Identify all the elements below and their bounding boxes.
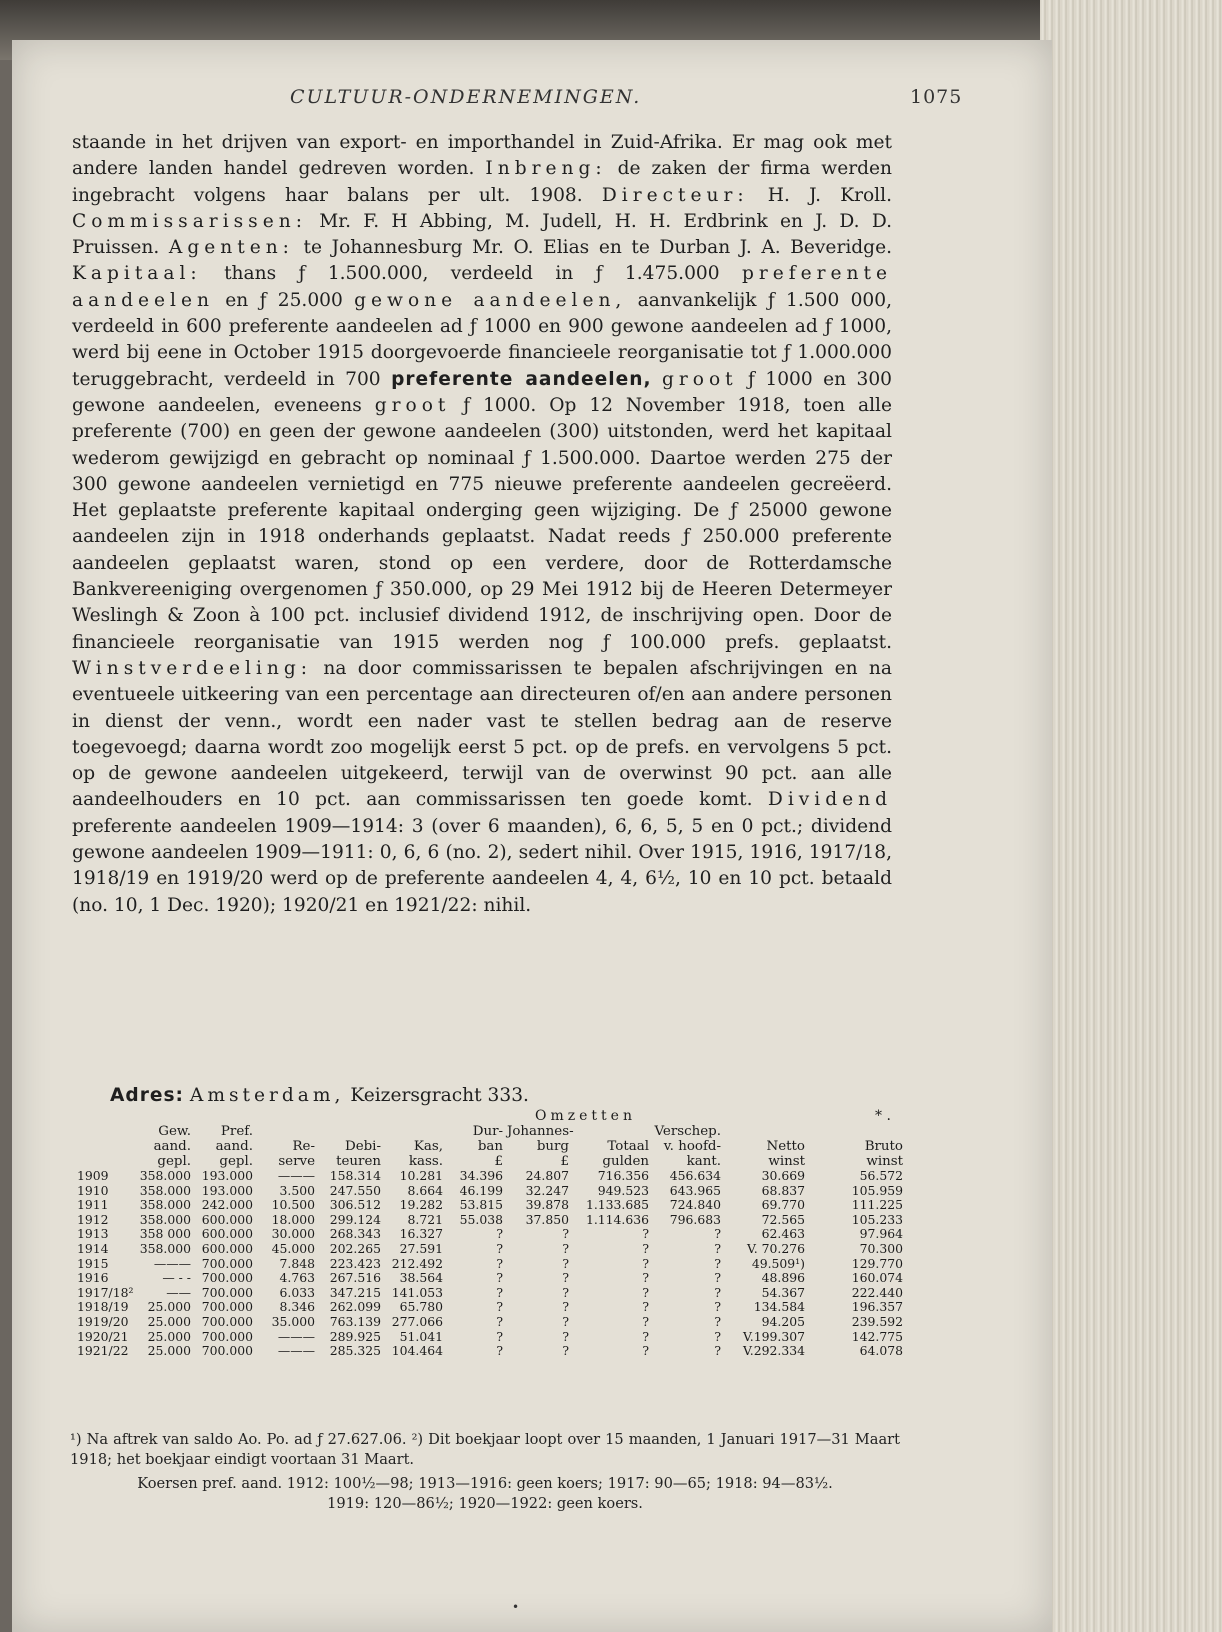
- table-cell: 8.664: [407, 1182, 443, 1198]
- year-cell: 1910: [77, 1182, 109, 1198]
- table-cell: 196.357: [851, 1299, 903, 1315]
- table-header-cell: £: [494, 1154, 503, 1169]
- table-cell: V.292.334: [743, 1343, 805, 1359]
- table-cell: ?: [714, 1284, 721, 1300]
- table-cell: 700.000: [201, 1255, 253, 1271]
- table-cell: 8.346: [279, 1299, 315, 1315]
- table-header-cell: serve: [278, 1154, 315, 1169]
- table-header-cell: [75, 1124, 133, 1139]
- table-header-cell: gulden: [602, 1154, 649, 1169]
- table-header-row: [75, 1139, 905, 1154]
- table-cell: 142.775: [851, 1328, 903, 1344]
- book-page-edges: [1040, 0, 1222, 1632]
- table-cell: 45.000: [271, 1240, 315, 1256]
- year-cell: 1915: [77, 1255, 109, 1271]
- page-number: 1075: [910, 86, 963, 108]
- table-cell: 53.815: [459, 1197, 503, 1213]
- koersen-line: 1919: 120—86½; 1920—1922: geen koers.: [327, 1495, 643, 1512]
- table-cell: 72.565: [761, 1211, 805, 1227]
- text-run: de zaken der firma werden ingebracht volgens haar balans per ult. 1908.: [72, 158, 892, 206]
- running-title: CULTUUR-ONDERNEMINGEN.: [290, 86, 642, 108]
- table-cell: 104.464: [391, 1343, 443, 1359]
- table-cell: ?: [562, 1328, 569, 1344]
- table-cell: 193.000: [201, 1182, 253, 1198]
- table-cell: 456.634: [669, 1168, 721, 1183]
- table-header-cell: Dur-: [472, 1124, 503, 1139]
- table-cell: 134.584: [753, 1299, 805, 1315]
- table-cell: 7.848: [279, 1255, 315, 1271]
- table-cell: 48.896: [761, 1270, 805, 1286]
- table-cell: 24.807: [525, 1168, 569, 1183]
- table-header-cell: [317, 1124, 383, 1139]
- table-row: [75, 1286, 905, 1301]
- text-run: ƒ 1000 en 300 gewone aandeelen, eveneens: [72, 368, 892, 416]
- table-header-cell: kant.: [686, 1154, 721, 1169]
- table-cell: 129.770: [851, 1255, 903, 1271]
- running-header: [0, 86, 1040, 116]
- data-table: [75, 1124, 905, 1359]
- year-cell: 1918/19: [77, 1299, 129, 1315]
- table-header-cell: gepl.: [219, 1154, 253, 1169]
- table-cell: 18.000: [271, 1211, 315, 1227]
- year-cell: 1912: [77, 1211, 109, 1227]
- table-cell: 37.850: [525, 1211, 569, 1227]
- printer-mark: •: [512, 1600, 520, 1614]
- table-cell: ?: [642, 1284, 649, 1300]
- text-run: aanvankelijk ƒ 1.500 000, verdeeld in 600 preferente aandeelen ad ƒ 1000 en 900 gewone aandeelen ad ƒ 1000, werd bij eene in October 1915 doorgevoerde financieele reorganisatie tot ƒ 1.000.000 teruggebracht, verdeeld in 700: [72, 289, 892, 390]
- table-cell: ?: [642, 1299, 649, 1315]
- table-cell: ?: [562, 1284, 569, 1300]
- table-row: [75, 1169, 905, 1184]
- text-run: en ƒ 25.000: [213, 289, 355, 311]
- table-cell: 34.396: [459, 1168, 503, 1183]
- table-row: [75, 1242, 905, 1257]
- body-paragraph: [72, 130, 892, 919]
- address-line: [110, 1085, 529, 1106]
- table-cell: 6.033: [279, 1284, 315, 1300]
- table-cell: 358.000: [139, 1211, 191, 1227]
- year-cell: 1911: [77, 1197, 109, 1213]
- koersen-line: Koersen pref. aand. 1912: 100½—98; 1913—1916: geen koers; 1917: 90—65; 1918: 94—83½.: [137, 1475, 833, 1492]
- table-cell: 643.965: [669, 1182, 721, 1198]
- table-cell: 105.233: [851, 1211, 903, 1227]
- table-header-cell: £: [560, 1154, 569, 1169]
- table-cell: 1.114.636: [585, 1211, 649, 1227]
- table-cell: 268.343: [329, 1226, 381, 1242]
- table-row: [75, 1315, 905, 1330]
- table-cell: 700.000: [201, 1343, 253, 1359]
- table-cell: ?: [562, 1226, 569, 1242]
- table-cell: ?: [496, 1328, 503, 1344]
- table-cell: ———: [277, 1343, 315, 1359]
- table-cell: 358.000: [139, 1182, 191, 1198]
- table-cell: 10.281: [399, 1168, 443, 1183]
- year-cell: 1920/21: [77, 1328, 129, 1344]
- table-cell: ?: [496, 1284, 503, 1300]
- table-cell: ?: [714, 1343, 721, 1359]
- table-cell: 289.925: [329, 1328, 381, 1344]
- table-cell: 56.572: [859, 1168, 903, 1183]
- table-cell: 277.066: [391, 1313, 443, 1329]
- table-header-cell: [723, 1124, 807, 1139]
- table-row: [75, 1257, 905, 1272]
- address-label: Adres:: [110, 1085, 184, 1106]
- table-cell: 716.356: [597, 1168, 649, 1183]
- table-cell: 358.000: [139, 1168, 191, 1183]
- table-cell: 223.423: [329, 1255, 381, 1271]
- table-cell: 700.000: [201, 1270, 253, 1286]
- table-cell: ?: [562, 1299, 569, 1315]
- table-cell: ?: [496, 1270, 503, 1286]
- spaced-text: groot: [661, 368, 738, 390]
- year-cell: 1919/20: [77, 1313, 129, 1329]
- footnote: ¹) Na aftrek van saldo Ao. Po. ad ƒ 27.627.06. ²) Dit boekjaar loopt over 15 maanden, 1 Januari 1917—31 Maart 1918; het boekjaar eindigt voortaan 31 Maart.: [70, 1431, 900, 1468]
- table-cell: ?: [642, 1328, 649, 1344]
- table-header-cell: Kas,: [413, 1139, 443, 1154]
- table-cell: 64.078: [859, 1343, 903, 1359]
- table-cell: 700.000: [201, 1299, 253, 1315]
- table-cell: 38.564: [399, 1270, 443, 1286]
- table-cell: ?: [714, 1226, 721, 1242]
- table-row: [75, 1227, 905, 1242]
- table-header-cell: Gew.: [158, 1124, 191, 1139]
- table-cell: ?: [562, 1343, 569, 1359]
- table-cell: 1.133.685: [585, 1197, 649, 1213]
- table-cell: 285.325: [329, 1343, 381, 1359]
- table-cell: 700.000: [201, 1328, 253, 1344]
- table-cell: 358.000: [139, 1197, 191, 1213]
- table-cell: 19.282: [399, 1197, 443, 1213]
- table-cell: ?: [642, 1240, 649, 1256]
- table-header-cell: [255, 1124, 317, 1139]
- table-cell: ———: [153, 1255, 191, 1271]
- table-header-cell: Totaal: [607, 1139, 649, 1154]
- table-header-cell: aand.: [215, 1139, 253, 1154]
- year-cell: 1921/22: [77, 1343, 129, 1359]
- omzetten-label: Omzetten: [535, 1108, 636, 1124]
- table-row: [75, 1213, 905, 1228]
- table-header-cell: [75, 1139, 133, 1154]
- label-directeur: Directeur:: [601, 184, 749, 206]
- table-cell: 222.440: [851, 1284, 903, 1300]
- table-cell: 796.683: [669, 1211, 721, 1227]
- table-header-cell: Netto: [766, 1139, 805, 1154]
- table-cell: ?: [714, 1328, 721, 1344]
- label-dividend: Dividend: [767, 789, 892, 811]
- table-cell: 299.124: [329, 1211, 381, 1227]
- table-cell: ?: [562, 1240, 569, 1256]
- table-cell: ?: [714, 1240, 721, 1256]
- text-run: na door commissarissen te bepalen afschrijvingen en na eventueele uitkeering van een percentage aan directeuren of/en aan andere personen in dienst der venn., wordt een nader vast te stellen bedrag aan de reserve toegevoegd; daarna wordt zoo mogelijk eerst 5 pct. op de prefs. en vervolgens 5 pct. op de gewone aandeelen uitgekeerd, terwijl van de overwinst 90 pct. aan alle aandeelhouders en 10 pct. aan commissarissen ten goede komt.: [72, 657, 892, 811]
- spaced-text: preferente aandeelen: [72, 263, 892, 311]
- table-cell: 202.265: [329, 1240, 381, 1256]
- table-cell: ?: [496, 1240, 503, 1256]
- table-cell: 724.840: [669, 1197, 721, 1213]
- table-header-cell: aand.: [153, 1139, 191, 1154]
- table-header-cell: winst: [768, 1154, 805, 1169]
- table-cell: 358 000: [139, 1226, 191, 1242]
- table-cell: ?: [562, 1270, 569, 1286]
- table-header-cell: Re-: [292, 1139, 315, 1154]
- table-group-header: [75, 1108, 905, 1124]
- table-cell: 35.000: [271, 1313, 315, 1329]
- table-cell: ?: [496, 1313, 503, 1329]
- table-cell: 700.000: [201, 1284, 253, 1300]
- table-cell: 10.500: [271, 1197, 315, 1213]
- table-header-cell: [571, 1124, 651, 1139]
- table-cell: 70.300: [859, 1240, 903, 1256]
- table-cell: 25.000: [147, 1299, 191, 1315]
- table-cell: ?: [496, 1299, 503, 1315]
- table-cell: 32.247: [525, 1182, 569, 1198]
- text-run: [652, 369, 662, 390]
- table-cell: 347.215: [329, 1284, 381, 1300]
- table-cell: 242.000: [201, 1197, 253, 1213]
- bold-text: preferente aandeelen,: [391, 368, 652, 390]
- table-row: [75, 1198, 905, 1213]
- table-cell: 3.500: [279, 1182, 315, 1198]
- table-cell: 27.591: [399, 1240, 443, 1256]
- table-cell: ———: [277, 1168, 315, 1183]
- text-run: preferente aandeelen 1909—1914: 3 (over 6 maanden), 6, 6, 5, 5 en 0 pct.; dividend gewone aandeelen 1909—1911: 0, 6, 6 (no. 2), sedert nihil. Over 1915, 1916, 1917/18, 1918/19 en 1919/20 werd op de preferente aandeelen 4, 4, 6½, 10 en 10 pct. betaald (no. 10, 1 Dec. 1920); 1920/21 en 1921/22: nihil.: [72, 815, 892, 916]
- table-cell: ?: [496, 1255, 503, 1271]
- table-cell: 600.000: [201, 1240, 253, 1256]
- table-cell: ?: [562, 1313, 569, 1329]
- table-header-cell: v. hoofd-: [663, 1139, 721, 1154]
- table-cell: — - -: [162, 1270, 191, 1286]
- table-header-cell: Johannes-: [507, 1124, 574, 1139]
- table-cell: 25.000: [147, 1313, 191, 1329]
- table-header-cell: burg: [536, 1139, 569, 1154]
- table-cell: ———: [277, 1328, 315, 1344]
- table-cell: ?: [562, 1255, 569, 1271]
- label-winstverdeeling: Winstverdeeling:: [72, 657, 313, 679]
- table-row: [75, 1271, 905, 1286]
- table-cell: 30.669: [761, 1168, 805, 1183]
- table-header-row: [75, 1124, 905, 1139]
- table-cell: ?: [642, 1270, 649, 1286]
- table-cell: ?: [642, 1343, 649, 1359]
- table-cell: ?: [496, 1226, 503, 1242]
- table-cell: ?: [496, 1343, 503, 1359]
- table-cell: ?: [642, 1255, 649, 1271]
- label-commissarissen: Commissarissen:: [72, 210, 307, 232]
- spaced-text: groot: [374, 394, 451, 416]
- table-cell: ?: [714, 1299, 721, 1315]
- text-run: te Johannesburg Mr. O. Elias en te Durban J. A. Beveridge.: [293, 237, 892, 259]
- table-cell: 65.780: [399, 1299, 443, 1315]
- table-row: [75, 1344, 905, 1359]
- table-header-cell: teuren: [336, 1154, 381, 1169]
- table-cell: 267.516: [329, 1270, 381, 1286]
- table-cell: 97.964: [859, 1226, 903, 1242]
- table-cell: 306.512: [329, 1197, 381, 1213]
- table-cell: 700.000: [201, 1313, 253, 1329]
- table-cell: 51.041: [399, 1328, 443, 1344]
- table-cell: 160.074: [851, 1270, 903, 1286]
- table-row: [75, 1300, 905, 1315]
- table-header-cell: Debi-: [344, 1139, 381, 1154]
- table-cell: ?: [642, 1226, 649, 1242]
- table-cell: 105.959: [851, 1182, 903, 1198]
- table-cell: 262.099: [329, 1299, 381, 1315]
- table-cell: 62.463: [761, 1226, 805, 1242]
- text-run: staande in het drijven van export- en importhandel in Zuid-Afrika. Er mag ook met andere landen handel gedreven worden.: [72, 132, 892, 180]
- year-cell: 1909: [77, 1168, 109, 1183]
- table-header-cell: gepl.: [157, 1154, 191, 1169]
- year-cell: 1916: [77, 1270, 109, 1286]
- table-cell: ?: [642, 1313, 649, 1329]
- table-cell: ?: [714, 1255, 721, 1271]
- table-cell: 25.000: [147, 1328, 191, 1344]
- table-cell: 212.492: [391, 1255, 443, 1271]
- table-header-row: [75, 1154, 905, 1169]
- table-cell: 25.000: [147, 1343, 191, 1359]
- table-cell: 158.314: [329, 1168, 381, 1183]
- table-cell: 111.225: [851, 1197, 903, 1213]
- table-cell: 600.000: [201, 1226, 253, 1242]
- table-cell: 141.053: [391, 1284, 443, 1300]
- table-cell: 763.139: [329, 1313, 381, 1329]
- year-cell: 1913: [77, 1226, 109, 1242]
- table-cell: 239.592: [851, 1313, 903, 1329]
- table-cell: 358.000: [139, 1240, 191, 1256]
- table-cell: 247.550: [329, 1182, 381, 1198]
- table-cell: 39.878: [525, 1197, 569, 1213]
- text-run: thans ƒ 1.500.000, verdeeld in ƒ 1.475.000: [201, 263, 742, 285]
- table-cell: V.199.307: [743, 1328, 805, 1344]
- table-header-cell: Pref.: [220, 1124, 253, 1139]
- spaced-text: gewone aandeelen,: [354, 289, 627, 311]
- table-cell: V. 70.276: [746, 1240, 805, 1256]
- table-header-cell: [75, 1154, 133, 1169]
- table-cell: 600.000: [201, 1211, 253, 1227]
- address-street: Keizersgracht 333.: [344, 1085, 529, 1106]
- text-run: ƒ 1000. Op 12 November 1918, toen alle preferente (700) en geen der gewone aandeelen (300) uitstonden, werd het kapitaal wederom gewijzigd en gebracht op nominaal ƒ 1.500.000. Daartoe werden 275 der 300 gewone aandeelen vernietigd en 775 nieuwe preferente aandeelen gecreëerd. Het geplaatste preferente kapitaal onderging geen wijziging. De ƒ 25000 gewone aandeelen zijn in 1918 onderhands geplaatst. Nadat reeds ƒ 250.000 preferente aandeelen geplaatst waren, stond op een verdere, door de Rotterdamsche Bankvereeniging overgenomen ƒ 350.000, op 29 Mei 1912 bij de Heeren Determeyer Weslingh & Zoon à 100 pct. inclusief dividend 1912, de inschrijving open. Door de financieele reorganisatie van 1915 werden nog ƒ 100.000 prefs. geplaatst.: [72, 394, 892, 653]
- label-agenten: Agenten:: [168, 237, 294, 259]
- table-cell: 68.837: [761, 1182, 805, 1198]
- year-cell: 1914: [77, 1240, 109, 1256]
- table-cell: 69.770: [761, 1197, 805, 1213]
- table-cell: 30.000: [271, 1226, 315, 1242]
- table-header-cell: [807, 1124, 905, 1139]
- table-cell: 55.038: [459, 1211, 503, 1227]
- table-cell: 193.000: [201, 1168, 253, 1183]
- table-cell: 4.763: [279, 1270, 315, 1286]
- label-kapitaal: Kapitaal:: [72, 263, 202, 285]
- table-cell: 49.509¹): [751, 1255, 805, 1271]
- margin-mark: * .: [875, 1108, 891, 1124]
- table-cell: 46.199: [459, 1182, 503, 1198]
- table-row: [75, 1330, 905, 1345]
- table-header-cell: winst: [866, 1154, 903, 1169]
- table-cell: ?: [714, 1313, 721, 1329]
- financial-table: [75, 1108, 905, 1359]
- text-run: H. J. Kroll.: [748, 184, 892, 206]
- table-header-cell: Verschep.: [654, 1124, 721, 1139]
- table-header-cell: Bruto: [864, 1139, 903, 1154]
- label-inbreng: Inbreng:: [485, 158, 607, 180]
- table-header-cell: [383, 1124, 445, 1139]
- table-row: [75, 1184, 905, 1199]
- table-cell: ——: [166, 1284, 191, 1300]
- koersen-block: [70, 1474, 900, 1514]
- table-cell: 94.205: [761, 1313, 805, 1329]
- table-header-cell: kass.: [408, 1154, 443, 1169]
- table-cell: 949.523: [597, 1182, 649, 1198]
- table-cell: 8.721: [407, 1211, 443, 1227]
- table-header-cell: ban: [477, 1139, 503, 1154]
- address-city: Amsterdam,: [189, 1085, 345, 1106]
- year-cell: 1917/18²: [77, 1284, 134, 1300]
- text-run: Mr. F. H Abbing, M. Judell, H. H. Erdbrink en J. D. D. Pruissen.: [72, 210, 892, 259]
- table-cell: ?: [714, 1270, 721, 1286]
- table-cell: 16.327: [399, 1226, 443, 1242]
- table-cell: 54.367: [761, 1284, 805, 1300]
